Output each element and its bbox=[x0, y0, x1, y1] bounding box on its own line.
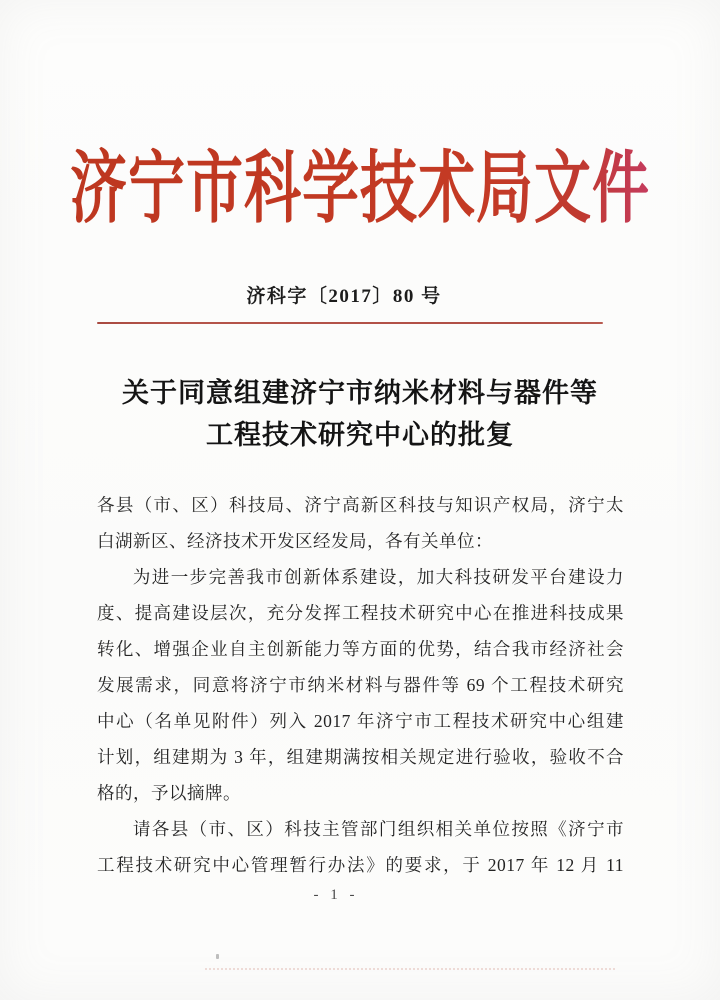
document-title-line-1: 关于同意组建济宁市纳米材料与器件等 bbox=[122, 378, 598, 408]
document-title bbox=[0, 372, 720, 456]
body-line: 工程技术研究中心管理暂行办法》的要求，于 2017 年 12 月 11 bbox=[97, 855, 624, 875]
body-line: 白湖新区、经济技术开发区经发局，各有关单位： bbox=[97, 531, 493, 551]
body-line: 计划，组建期为 3 年，组建期满按相关规定进行验收，验收不合 bbox=[97, 747, 624, 767]
document-title-line-2: 工程技术研究中心的批复 bbox=[206, 420, 514, 450]
scan-dotted-line-artifact bbox=[205, 968, 615, 970]
scan-speck-artifact bbox=[216, 954, 219, 959]
letterhead bbox=[0, 128, 720, 236]
letterhead-title: 济宁市科学技术局文件 bbox=[70, 125, 650, 238]
body-line: 转化、增强企业自主创新能力等方面的优势，结合我市经济社会 bbox=[97, 639, 624, 659]
body-line: 格的，予以摘牌。 bbox=[97, 783, 241, 803]
body-line: 发展需求，同意将济宁市纳米材料与器件等 69 个工程技术研究 bbox=[97, 675, 624, 695]
body-line: 度、提高建设层次，充分发挥工程技术研究中心在推进科技成果 bbox=[97, 603, 624, 623]
page-number: - 1 - bbox=[313, 887, 359, 903]
document-reference-number: 济科字〔2017〕80 号 bbox=[246, 286, 442, 307]
body-line: 请各县（市、区）科技主管部门组织相关单位按照《济宁市 bbox=[132, 819, 624, 839]
red-divider-line bbox=[97, 322, 603, 324]
body-line: 中心（名单见附件）列入 2017 年济宁市工程技术研究中心组建 bbox=[97, 711, 624, 731]
body-line: 各县（市、区）科技局、济宁高新区科技与知识产权局，济宁太 bbox=[97, 495, 624, 515]
document-body bbox=[97, 487, 624, 883]
body-line: 为进一步完善我市创新体系建设，加大科技研发平台建设力 bbox=[132, 567, 624, 587]
